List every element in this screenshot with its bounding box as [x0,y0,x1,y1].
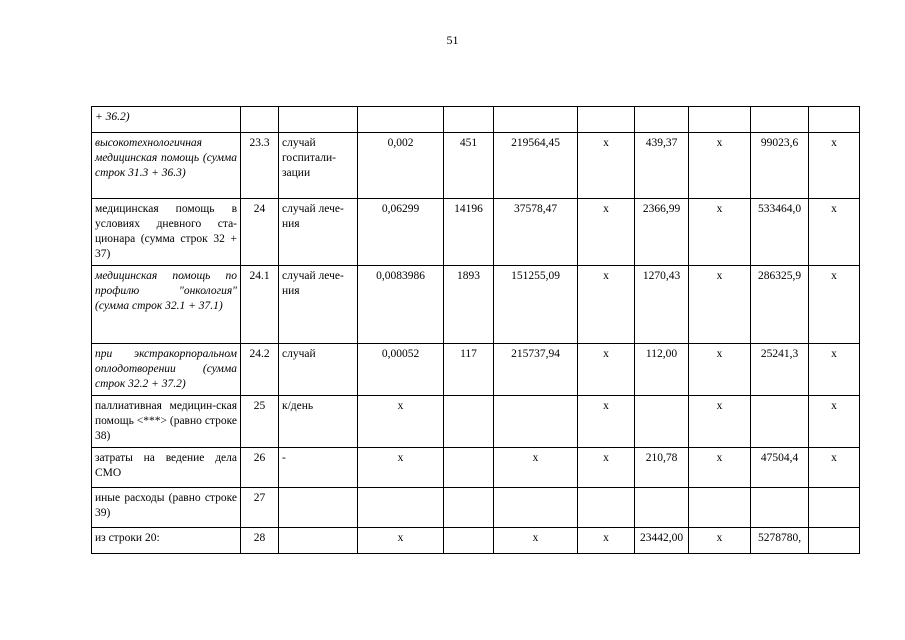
cell-value: х [358,448,444,488]
table-row [92,448,860,488]
cell-value [358,488,444,528]
row-number [241,107,279,133]
cell-value [635,107,689,133]
cell-value: 112,00 [635,344,689,396]
cell-value: 99023,6 [751,133,809,199]
cell-value [444,528,494,554]
row-number: 25 [241,396,279,448]
cell-value [635,396,689,448]
cell-value [689,107,751,133]
table-row [92,266,860,344]
cell-value [578,488,635,528]
cell-value [358,107,444,133]
row-unit [279,528,358,554]
cell-value: 2366,99 [635,199,689,266]
row-description: из строки 20: [92,528,241,554]
cell-value: х [578,133,635,199]
cell-value: 14196 [444,199,494,266]
data-table [91,106,860,554]
cell-value: х [358,528,444,554]
cell-value: 533464,0 [751,199,809,266]
row-unit [279,107,358,133]
row-number: 24 [241,199,279,266]
cell-value [809,107,860,133]
table-row [92,396,860,448]
cell-value [809,528,860,554]
row-description: паллиативная медицин-ская помощь <***> (равно строке 38) [92,396,241,448]
cell-value: 439,37 [635,133,689,199]
row-unit: к/день [279,396,358,448]
row-description: высокотехнологичная медицинская помощь (сумма строк 31.3 + 36.3) [92,133,241,199]
page-number: 51 [446,33,459,47]
cell-value: х [689,396,751,448]
cell-value: х [578,199,635,266]
cell-value [751,107,809,133]
cell-value: 451 [444,133,494,199]
row-unit: случай лече-ния [279,266,358,344]
cell-value: х [809,199,860,266]
table-row [92,133,860,199]
cell-value: х [358,396,444,448]
row-unit: случай госпитали-зации [279,133,358,199]
cell-value: х [578,528,635,554]
row-description: иные расходы (равно строке 39) [92,488,241,528]
row-number: 23.3 [241,133,279,199]
cell-value: 1893 [444,266,494,344]
cell-value: 0,002 [358,133,444,199]
row-unit: - [279,448,358,488]
cell-value: 23442,00 [635,528,689,554]
cell-value: 210,78 [635,448,689,488]
cell-value: х [809,396,860,448]
row-unit [279,488,358,528]
cell-value [444,488,494,528]
row-number: 24.2 [241,344,279,396]
table-row [92,107,860,133]
cell-value [578,107,635,133]
cell-value: 0,00052 [358,344,444,396]
cell-value [444,396,494,448]
cell-value [751,488,809,528]
cell-value: х [578,344,635,396]
row-unit: случай [279,344,358,396]
cell-value [444,107,494,133]
cell-value: 1270,43 [635,266,689,344]
row-number: 26 [241,448,279,488]
row-description: при экстракорпоральном оплодотворении (сумма строк 32.2 + 37.2) [92,344,241,396]
cell-value: 286325,9 [751,266,809,344]
cell-value: 219564,45 [494,133,578,199]
cell-value: х [578,396,635,448]
cell-value [635,488,689,528]
cell-value: х [809,344,860,396]
cell-value: 0,06299 [358,199,444,266]
cell-value [751,396,809,448]
cell-value: х [494,528,578,554]
table-row [92,488,860,528]
row-unit: случай лече-ния [279,199,358,266]
cell-value: 151255,09 [494,266,578,344]
cell-value: х [689,344,751,396]
cell-value [494,488,578,528]
cell-value: х [689,448,751,488]
row-number: 27 [241,488,279,528]
row-description: + 36.2) [92,107,241,133]
cell-value: х [578,448,635,488]
cell-value: 25241,3 [751,344,809,396]
cell-value: х [809,133,860,199]
cell-value: 47504,4 [751,448,809,488]
cell-value: 117 [444,344,494,396]
cell-value: х [809,448,860,488]
row-number: 28 [241,528,279,554]
cell-value [689,488,751,528]
cell-value [444,448,494,488]
cell-value: 5278780, [751,528,809,554]
cell-value [809,488,860,528]
cell-value: 37578,47 [494,199,578,266]
cell-value: х [689,133,751,199]
row-description: затраты на ведение дела СМО [92,448,241,488]
row-description: медицинская помощь по профилю "онкология" (сумма строк 32.1 + 37.1) [92,266,241,344]
table-row [92,528,860,554]
cell-value: х [494,448,578,488]
row-number: 24.1 [241,266,279,344]
cell-value: х [689,528,751,554]
cell-value: х [809,266,860,344]
cell-value [494,107,578,133]
cell-value: 0,0083986 [358,266,444,344]
cell-value: х [689,266,751,344]
cell-value: х [689,199,751,266]
cell-value: х [578,266,635,344]
cell-value [494,396,578,448]
cell-value: 215737,94 [494,344,578,396]
row-description: медицинская помощь в условиях дневного ста-ционара (сумма строк 32 + 37) [92,199,241,266]
table-row [92,199,860,266]
table-row [92,344,860,396]
